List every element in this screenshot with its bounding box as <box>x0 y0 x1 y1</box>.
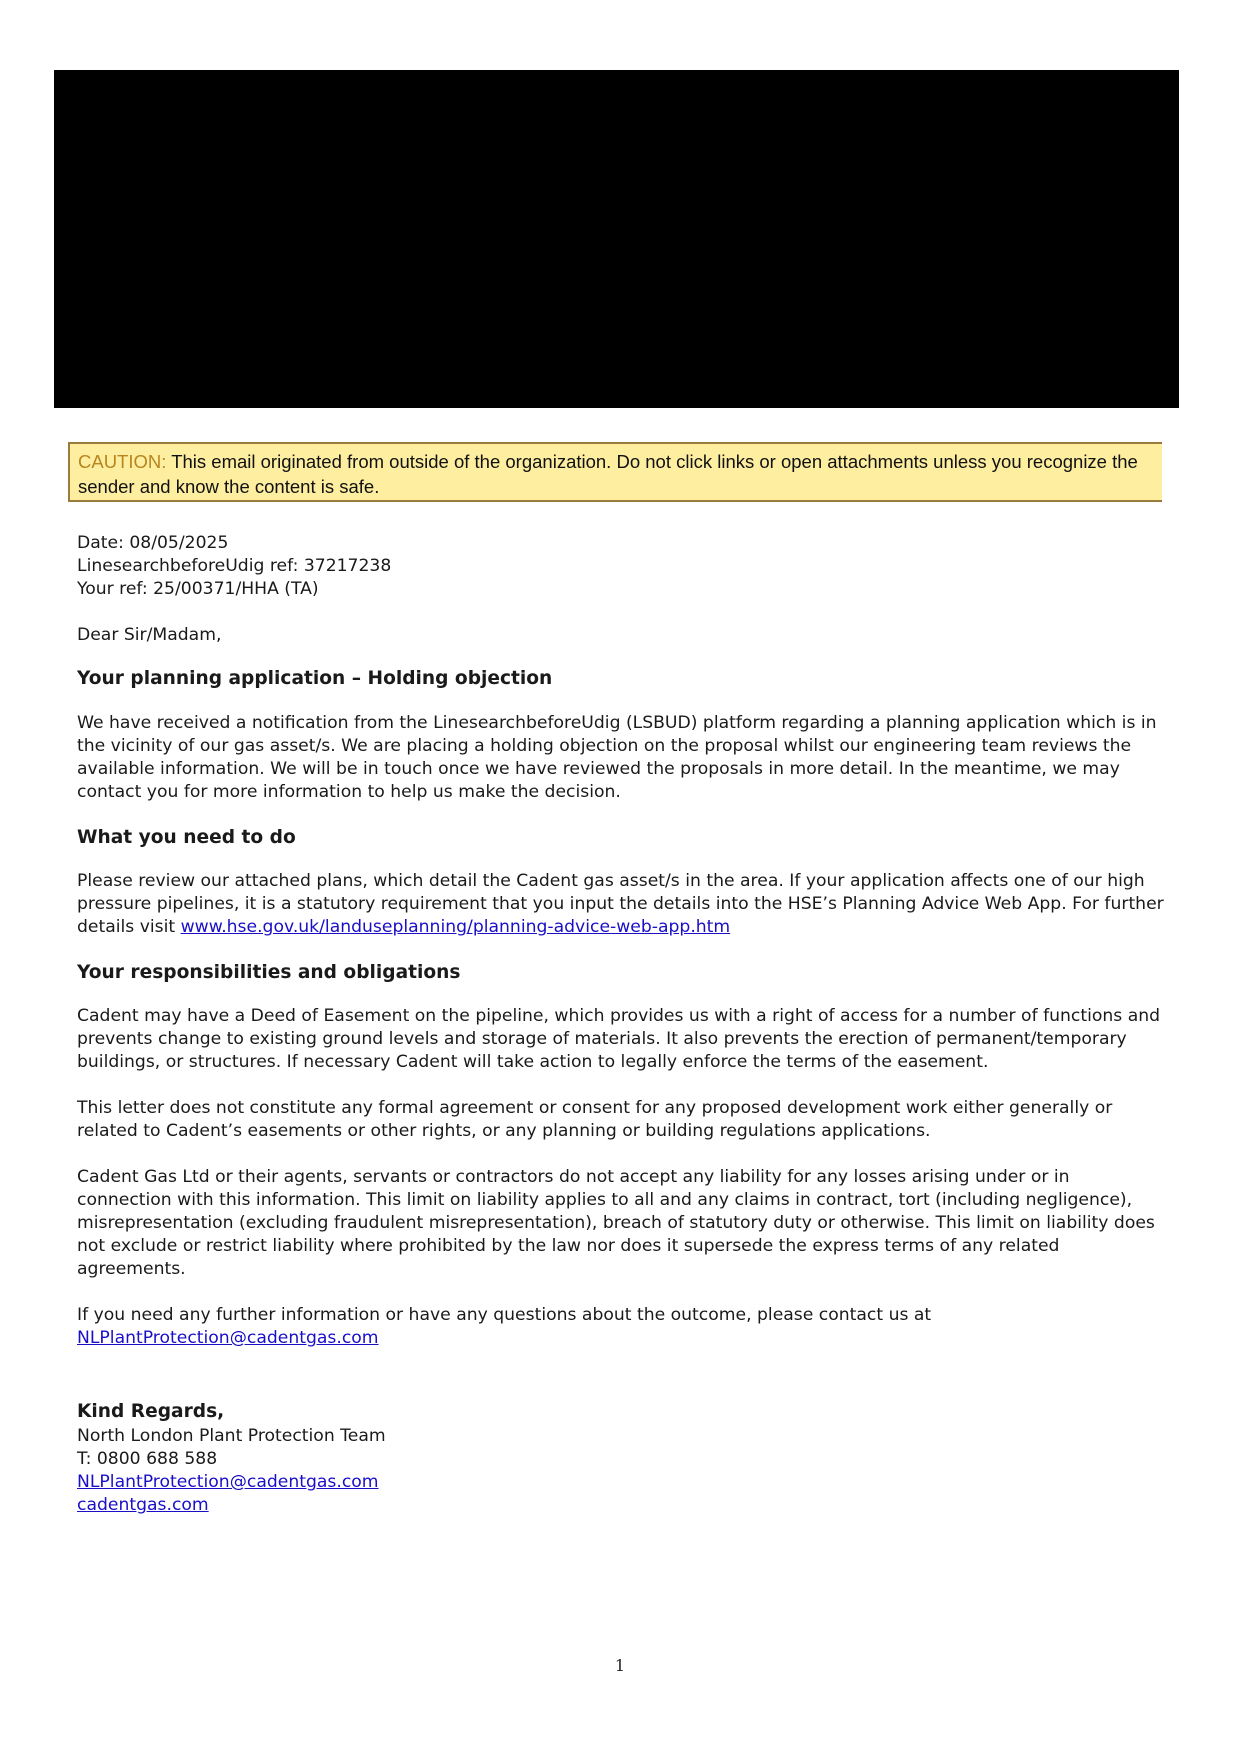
letter-body <box>77 532 1167 1517</box>
paragraph-deed-of-easement: Cadent may have a Deed of Easement on the pipeline, which provides us with a right of access for a number of functions and prevents change to existing ground levels and storage of materials. It also prevents the erection of permanent/temporary buildings, or structures. If necessary Cadent will take action to legally enforce the terms of the easement. <box>77 1006 1161 1072</box>
salutation: Dear Sir/Madam, <box>77 625 222 645</box>
caution-label: CAUTION: <box>78 451 167 472</box>
paragraph-further-information <box>77 1304 1167 1350</box>
paragraph-no-formal-agreement: This letter does not constitute any formal agreement or consent for any proposed development work either generally or related to Cadent’s easements or other rights, or any planning or building regulations applications. <box>77 1098 1113 1141</box>
signature-team: North London Plant Protection Team <box>77 1426 386 1446</box>
page-number: 1 <box>614 1656 626 1675</box>
contact-email-link[interactable]: NLPlantProtection@cadentgas.com <box>77 1328 379 1348</box>
redacted-header-block <box>54 70 1179 408</box>
kind-regards: Kind Regards, <box>77 1401 225 1422</box>
lsbud-ref-line: LinesearchbeforeUdig ref: 37217238 <box>77 556 392 576</box>
heading-planning-application: Your planning application – Holding objection <box>77 668 553 689</box>
signature-email-link[interactable]: NLPlantProtection@cadentgas.com <box>77 1472 379 1492</box>
paragraph-review-plans <box>77 870 1167 939</box>
caution-text: This email originated from outside of the organization. Do not click links or open attachments unless you recognize the sender and know the content is safe. <box>78 451 1138 497</box>
paragraph-liability-limit: Cadent Gas Ltd or their agents, servants or contractors do not accept any liability for any losses arising under or in connection with this information. This limit on liability applies to all and any claims in contract, tort (including negligence), misrepresentation (excluding fraudulent misrepresentation), breach of statutory duty or otherwise. This limit on liability does not exclude or restrict liability where prohibited by the law nor does it supersede the express terms of any related agreements. <box>77 1167 1155 1279</box>
further-information-text: If you need any further information or have any questions about the outcome, please contact us at <box>77 1305 932 1325</box>
heading-what-you-need-to-do: What you need to do <box>77 827 296 848</box>
heading-responsibilities: Your responsibilities and obligations <box>77 962 461 983</box>
hse-planning-advice-link[interactable]: www.hse.gov.uk/landuseplanning/planning-advice-web-app.htm <box>180 917 731 937</box>
signature-website-link[interactable]: cadentgas.com <box>77 1495 209 1515</box>
date-line: Date: 08/05/2025 <box>77 533 229 553</box>
your-ref-line: Your ref: 25/00371/HHA (TA) <box>77 579 319 599</box>
external-email-caution-banner <box>68 442 1162 502</box>
signature-phone: T: 0800 688 588 <box>77 1449 218 1469</box>
review-plans-text: Please review our attached plans, which detail the Cadent gas asset/s in the area. If your application affects one of our high pressure pipelines, it is a statutory requirement that you input the details into the HSE’s Planning Advice Web App. For further details visit <box>77 871 1164 937</box>
paragraph-holding-objection: We have received a notification from the LinesearchbeforeUdig (LSBUD) platform regarding a planning application which is in the vicinity of our gas asset/s. We are placing a holding objection on the proposal whilst our engineering team reviews the available information. We will be in touch once we have reviewed the proposals in more detail. In the meantime, we may contact you for more information to help us make the decision. <box>77 713 1157 802</box>
